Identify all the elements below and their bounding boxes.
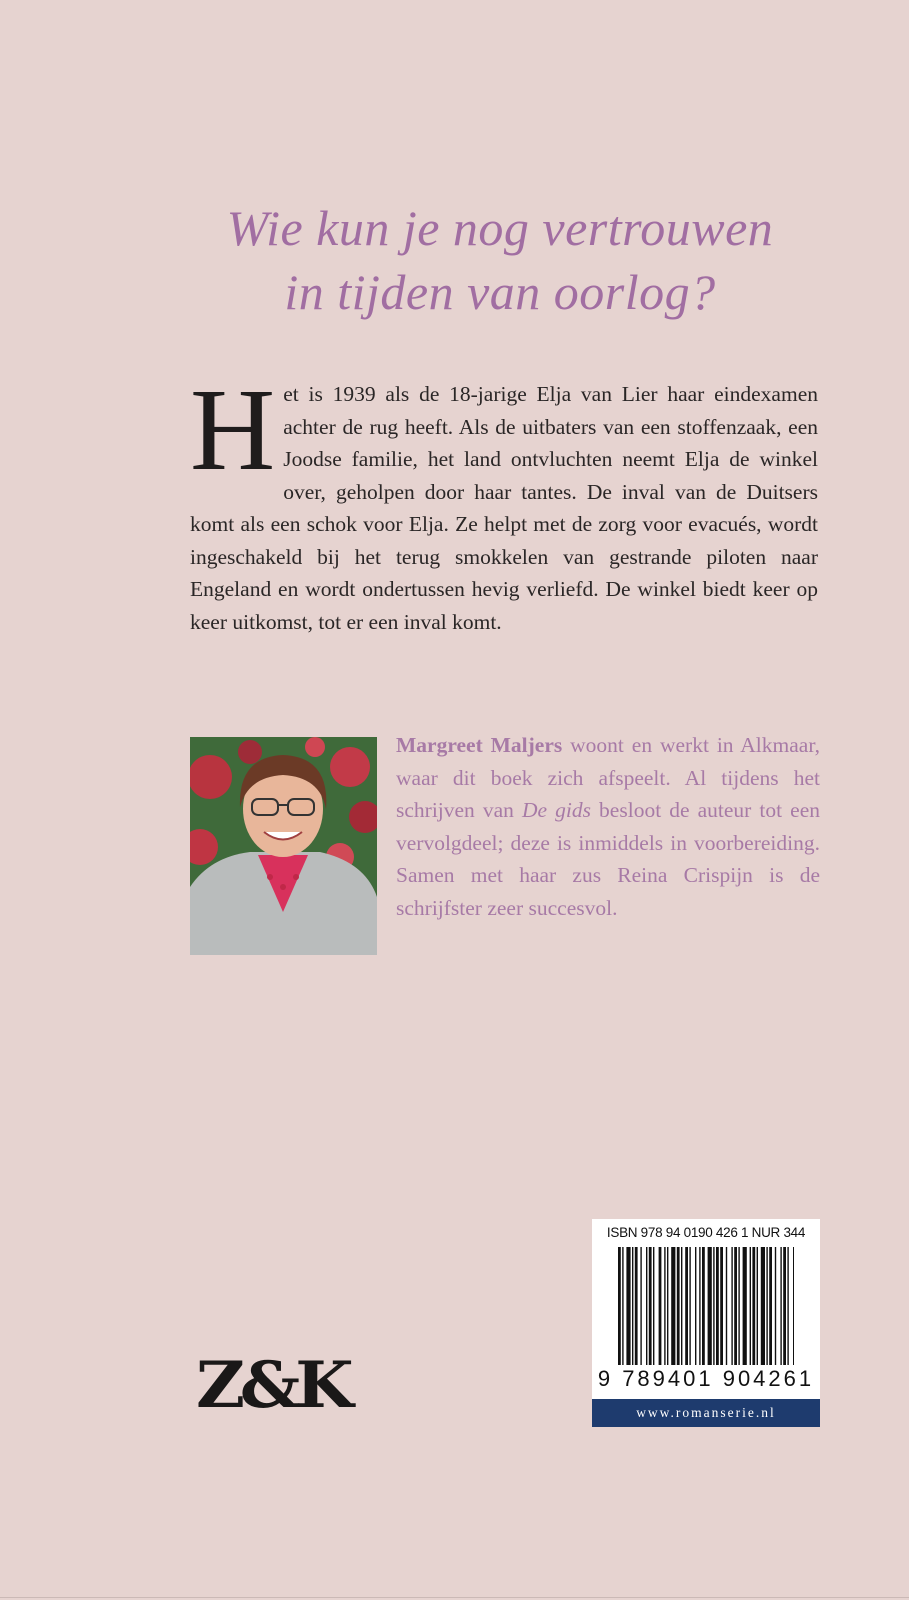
barcode-block bbox=[592, 1219, 820, 1427]
barcode-bar bbox=[708, 1247, 712, 1365]
author-bio-part-2: besloot de auteur tot een vervolgdeel; deze is inmiddels in voorbereiding. Samen met haar zus Reina Crispijn is de schrijfster zeer succesvol. bbox=[396, 798, 820, 920]
barcode-bar bbox=[720, 1247, 723, 1365]
drop-cap: H bbox=[190, 364, 276, 495]
barcode-bar bbox=[713, 1247, 714, 1365]
barcode-bar bbox=[752, 1247, 755, 1365]
barcode-bar bbox=[793, 1247, 794, 1365]
barcode-bar bbox=[726, 1247, 727, 1365]
barcode-bar bbox=[734, 1247, 737, 1365]
barcode-bar bbox=[689, 1247, 690, 1365]
barcode-bar bbox=[731, 1247, 732, 1365]
barcode-bar bbox=[622, 1247, 623, 1365]
barcode-bar bbox=[716, 1247, 719, 1365]
barcode-bar bbox=[702, 1247, 705, 1365]
barcode-bar bbox=[783, 1247, 786, 1365]
blurb-paragraph bbox=[190, 364, 818, 638]
headline bbox=[150, 196, 850, 324]
barcode-bar bbox=[757, 1247, 758, 1365]
barcode-bar bbox=[681, 1247, 682, 1365]
barcode-bar bbox=[775, 1247, 776, 1365]
publisher-logo: Z&K bbox=[196, 1348, 349, 1423]
barcode-bar bbox=[667, 1247, 668, 1365]
barcode-bar bbox=[780, 1247, 781, 1365]
bottom-rule bbox=[0, 1597, 909, 1598]
blurb-text: et is 1939 als de 18-jarige Elja van Lier haar eindexamen achter de rug heeft. Als de uitbaters van een stoffenzaak, een Joodse familie, het land ontvluchten neemt Elja de winkel over, geholpen door haar tantes. De inval van de Duitsers komt als een schok voor Elja. Ze helpt met de zorg voor evacués, wordt ingeschakeld bij het terug smokkelen van gestrande piloten naar Engeland en wordt ondertussen hevig verliefd. De winkel biedt keer op keer uitkomst, tot er een inval komt. bbox=[190, 382, 818, 634]
barcode-bar bbox=[743, 1247, 747, 1365]
isbn-line: ISBN 978 94 0190 426 1 NUR 344 bbox=[606, 1225, 806, 1240]
author-name: Margreet Maljers bbox=[396, 733, 563, 757]
barcode-bar bbox=[640, 1247, 641, 1365]
barcode-bar bbox=[699, 1247, 700, 1365]
barcode-bar bbox=[659, 1247, 662, 1365]
book-title: De gids bbox=[522, 798, 591, 822]
barcode-bar bbox=[632, 1247, 633, 1365]
barcode-bar bbox=[787, 1247, 788, 1365]
barcode-bar bbox=[626, 1247, 630, 1365]
barcode-bar bbox=[635, 1247, 638, 1365]
barcode-bar bbox=[653, 1247, 654, 1365]
author-bio-part-1: woont en werkt in Alkmaar, waar dit boek zich afspeelt. Al tijdens het schrijven van bbox=[396, 733, 820, 822]
barcode-bar bbox=[671, 1247, 675, 1365]
author-bio bbox=[396, 729, 820, 924]
barcode-bar bbox=[664, 1247, 665, 1365]
barcode-bar bbox=[685, 1247, 688, 1365]
barcode-bars bbox=[618, 1247, 794, 1365]
barcode-bar bbox=[618, 1247, 621, 1365]
website-link[interactable]: www.romanserie.nl bbox=[592, 1399, 820, 1427]
barcode-digits: 9 789401 904261 bbox=[597, 1366, 815, 1391]
author-photo bbox=[190, 737, 377, 955]
barcode-bar bbox=[766, 1247, 767, 1365]
barcode-bar bbox=[695, 1247, 696, 1365]
headline-line-2: in tijden van oorlog? bbox=[284, 264, 716, 320]
barcode-bar bbox=[738, 1247, 739, 1365]
barcode-bar bbox=[769, 1247, 772, 1365]
barcode-bar bbox=[761, 1247, 765, 1365]
barcode-bar bbox=[750, 1247, 751, 1365]
barcode-bar bbox=[646, 1247, 647, 1365]
barcode-bar bbox=[677, 1247, 680, 1365]
headline-line-1: Wie kun je nog vertrouwen bbox=[226, 200, 774, 256]
barcode-bar bbox=[649, 1247, 652, 1365]
